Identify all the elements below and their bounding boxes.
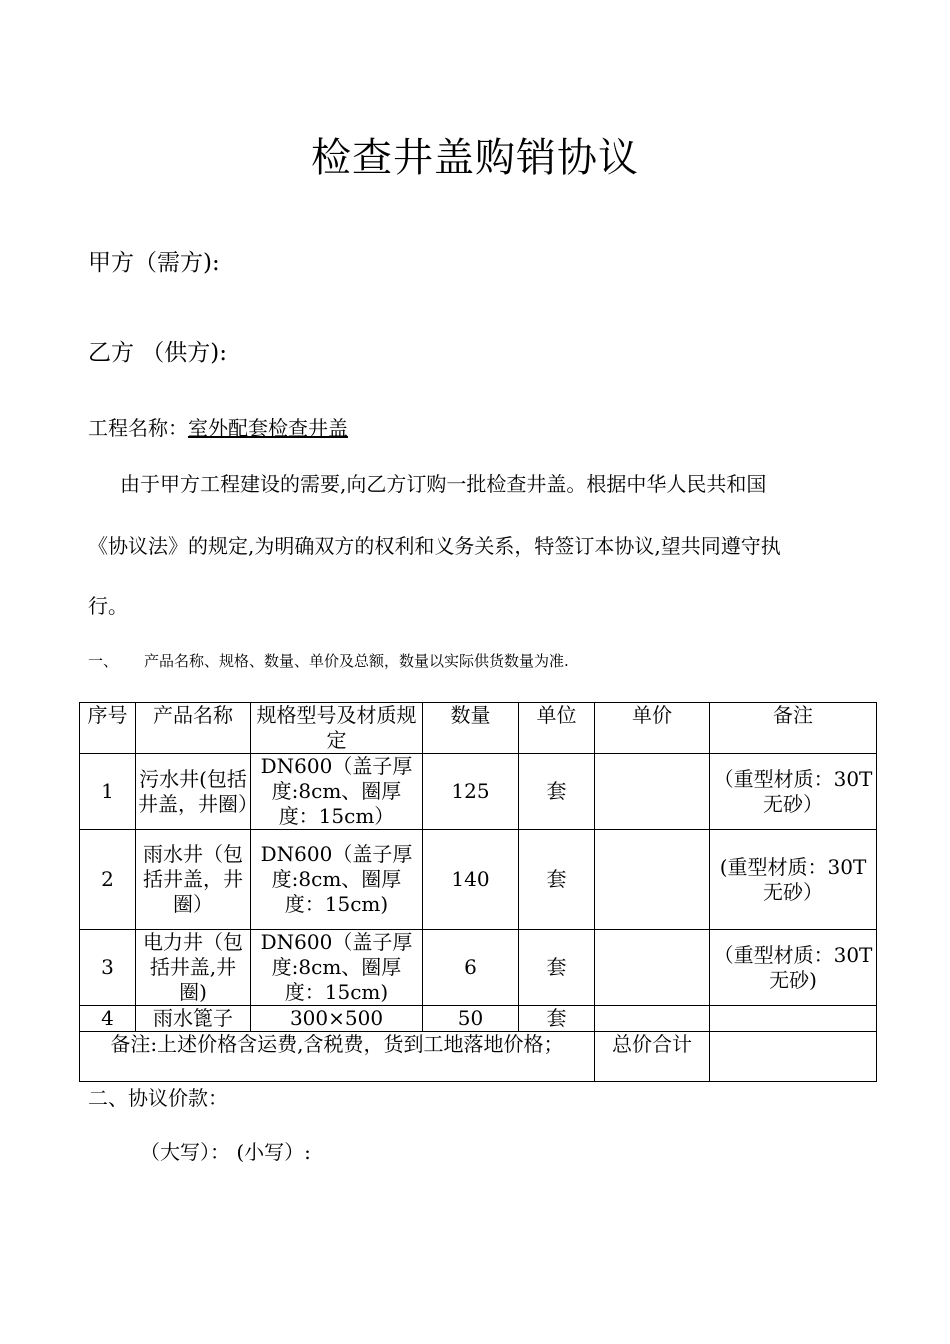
unit: 套 <box>519 754 595 830</box>
table-footer-row <box>80 1032 877 1082</box>
project-line <box>88 412 348 441</box>
header-cell: 数量 <box>423 703 519 754</box>
header-cell: 规格型号及材质规定 <box>251 703 423 754</box>
unit-price <box>595 754 710 830</box>
product-name: 电力井（包括井盖,井圈) <box>136 930 251 1006</box>
header-cell: 单位 <box>519 703 595 754</box>
products-table <box>79 702 877 1082</box>
party-b-line: 乙方 （供方): <box>88 340 228 366</box>
note: （重型材质：30T 无砂) <box>710 930 877 1006</box>
unit-price <box>595 1006 710 1032</box>
header-cell: 序号 <box>80 703 136 754</box>
quantity: 50 <box>423 1006 519 1032</box>
quantity: 6 <box>423 930 519 1006</box>
product-spec: DN600（盖子厚度:8cm、圈厚度：15cm) <box>251 830 423 930</box>
note: （重型材质：30T 无砂） <box>710 754 877 830</box>
product-name: 雨水井（包括井盖，井圈） <box>136 830 251 930</box>
header-cell: 备注 <box>710 703 877 754</box>
row-number: 1 <box>80 754 136 830</box>
header-cell: 单价 <box>595 703 710 754</box>
note <box>710 1006 877 1032</box>
table-row <box>80 754 877 830</box>
table-row <box>80 930 877 1006</box>
table-header-row <box>80 703 877 754</box>
table-row <box>80 830 877 930</box>
project-label: 工程名称： <box>88 416 188 440</box>
section-1-text: 产品名称、规格、数量、单价及总额，数量以实际供货数量为准. <box>144 652 569 670</box>
amount-line: （大写）： (小写）: <box>140 1140 311 1164</box>
product-name: 污水井(包括井盖，井圈） <box>136 754 251 830</box>
quantity: 125 <box>423 754 519 830</box>
total-label: 总价合计 <box>595 1032 710 1082</box>
unit: 套 <box>519 930 595 1006</box>
product-spec: 300×500 <box>251 1006 423 1032</box>
row-number: 2 <box>80 830 136 930</box>
quantity: 140 <box>423 830 519 930</box>
section-1-heading <box>88 650 569 671</box>
intro-line-2: 《协议法》的规定,为明确双方的权利和义务关系，特签订本协议,望共同遵守执 <box>88 534 781 558</box>
product-spec: DN600（盖子厚度:8cm、圈厚度：15cm) <box>251 930 423 1006</box>
intro-line-3: 行。 <box>88 594 128 618</box>
intro-line-1: 由于甲方工程建设的需要,向乙方订购一批检查井盖。根据中华人民共和国 <box>120 472 767 496</box>
unit: 套 <box>519 1006 595 1032</box>
row-number: 3 <box>80 930 136 1006</box>
product-spec: DN600（盖子厚度:8cm、圈厚度：15cm） <box>251 754 423 830</box>
note: (重型材质：30T 无砂） <box>710 830 877 930</box>
project-name: 室外配套检查井盖 <box>188 416 348 440</box>
total-value <box>710 1032 877 1082</box>
unit: 套 <box>519 830 595 930</box>
header-cell: 产品名称 <box>136 703 251 754</box>
section-1-number: 一、 <box>88 652 119 670</box>
table-row <box>80 1006 877 1032</box>
product-name: 雨水篦子 <box>136 1006 251 1032</box>
unit-price <box>595 830 710 930</box>
party-a-line: 甲方（需方): <box>88 250 220 276</box>
document-title: 检查井盖购销协议 <box>311 135 639 181</box>
footer-note: 备注:上述价格含运费,含税费，货到工地落地价格； <box>80 1032 595 1082</box>
row-number: 4 <box>80 1006 136 1032</box>
section-2-heading: 二、协议价款： <box>88 1086 228 1110</box>
unit-price <box>595 930 710 1006</box>
